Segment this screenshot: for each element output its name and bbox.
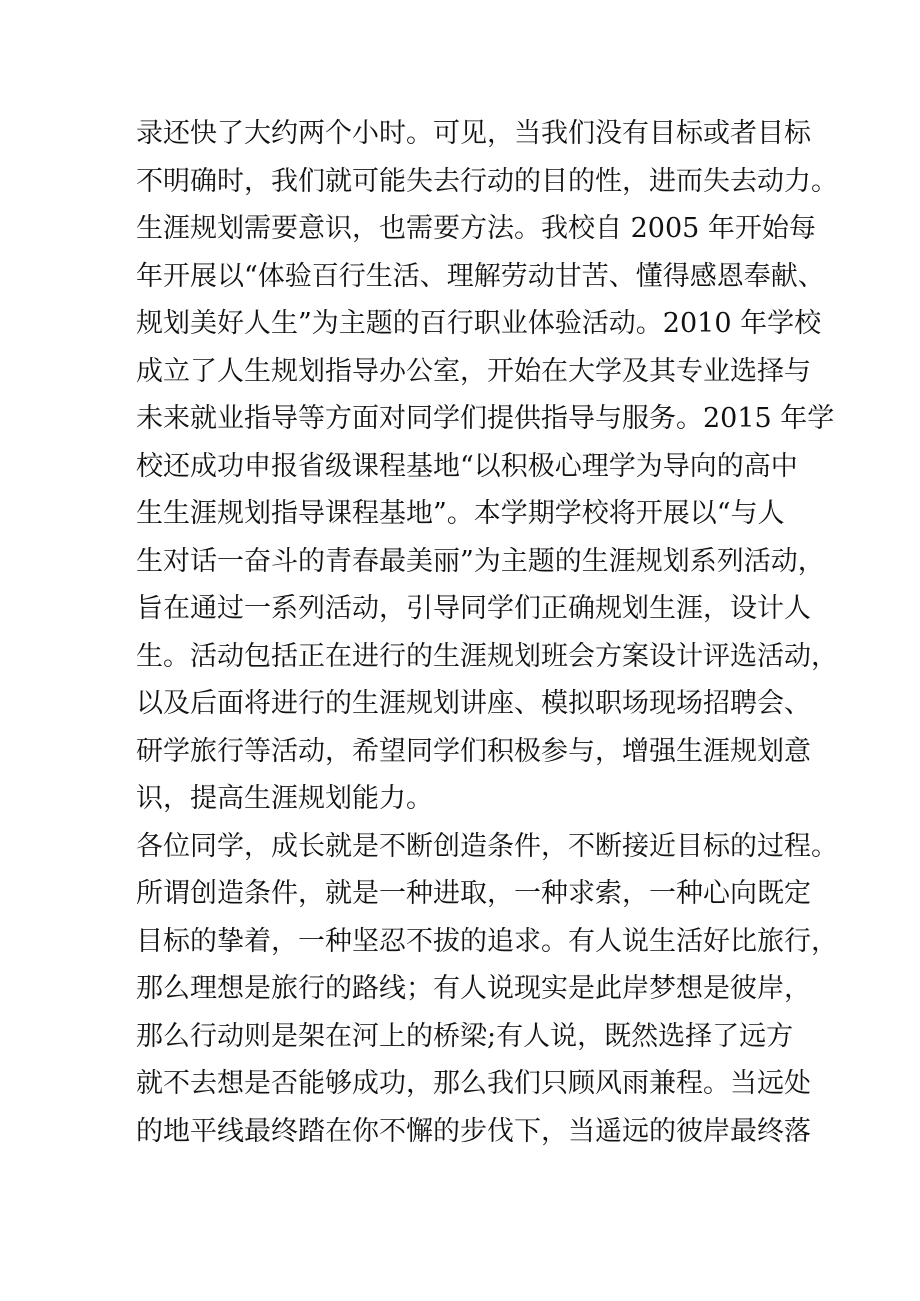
text-line: 研学旅行等活动，希望同学们积极参与，增强生涯规划意 [136,735,811,767]
text-line: 生涯规划需要意识，也需要方法。我校自 2005 年开始每 [136,213,816,244]
text-line: 不明确时，我们就可能失去行动的目的性，进而失去动力。 [136,165,838,197]
text-line: 那么行动则是架在河上的桥梁;有人说，既然选择了远方 [136,1020,794,1052]
text-line: 就不去想是否能够成功，那么我们只顾风雨兼程。当远处 [136,1068,811,1099]
text-line: 生生涯规划指导课程基地”。本学期学校将开展以“与人 [136,498,785,529]
text-line: 生。活动包括正在进行的生涯规划班会方案设计评选活动， [136,640,838,672]
text-line: 生对话一奋斗的青春最美丽”为主题的生涯规划系列活动， [136,545,825,577]
text-line: 未来就业指导等方面对同学们提供指导与服务。2015 年学 [136,403,835,434]
text-line: 旨在通过一系列活动，引导同学们正确规划生涯，设计人 [136,593,811,624]
text-line: 目标的挚着，一种坚忍不拔的追求。有人说生活好比旅行， [136,925,838,957]
text-line: 录还快了大约两个小时。可见，当我们没有目标或者目标 [136,118,811,149]
text-line: 各位同学，成长就是不断创造条件，不断接近目标的过程。 [136,830,838,862]
text-line: 校还成功申报省级课程基地“以积极心理学为导向的高中 [136,450,798,482]
text-line: 年开展以“体验百行生活、理解劳动甘苦、懂得感恩奉献、 [136,260,825,292]
text-line: 识，提高生涯规划能力。 [136,783,433,814]
text-line: 的地平线最终踏在你不懈的步伐下，当遥远的彼岸最终落 [136,1115,811,1147]
text-line: 所谓创造条件，就是一种进取，一种求索，一种心向既定 [136,878,811,909]
body-text [136,110,838,1155]
text-line: 成立了人生规划指导办公室，开始在大学及其专业选择与 [136,355,811,387]
text-line: 那么理想是旅行的路线；有人说现实是此岸梦想是彼岸， [136,973,811,1004]
text-line: 规划美好人生”为主题的百行职业体验活动。2010 年学校 [136,308,822,339]
text-line: 以及后面将进行的生涯规划讲座、模拟职场现场招聘会、 [136,688,811,719]
